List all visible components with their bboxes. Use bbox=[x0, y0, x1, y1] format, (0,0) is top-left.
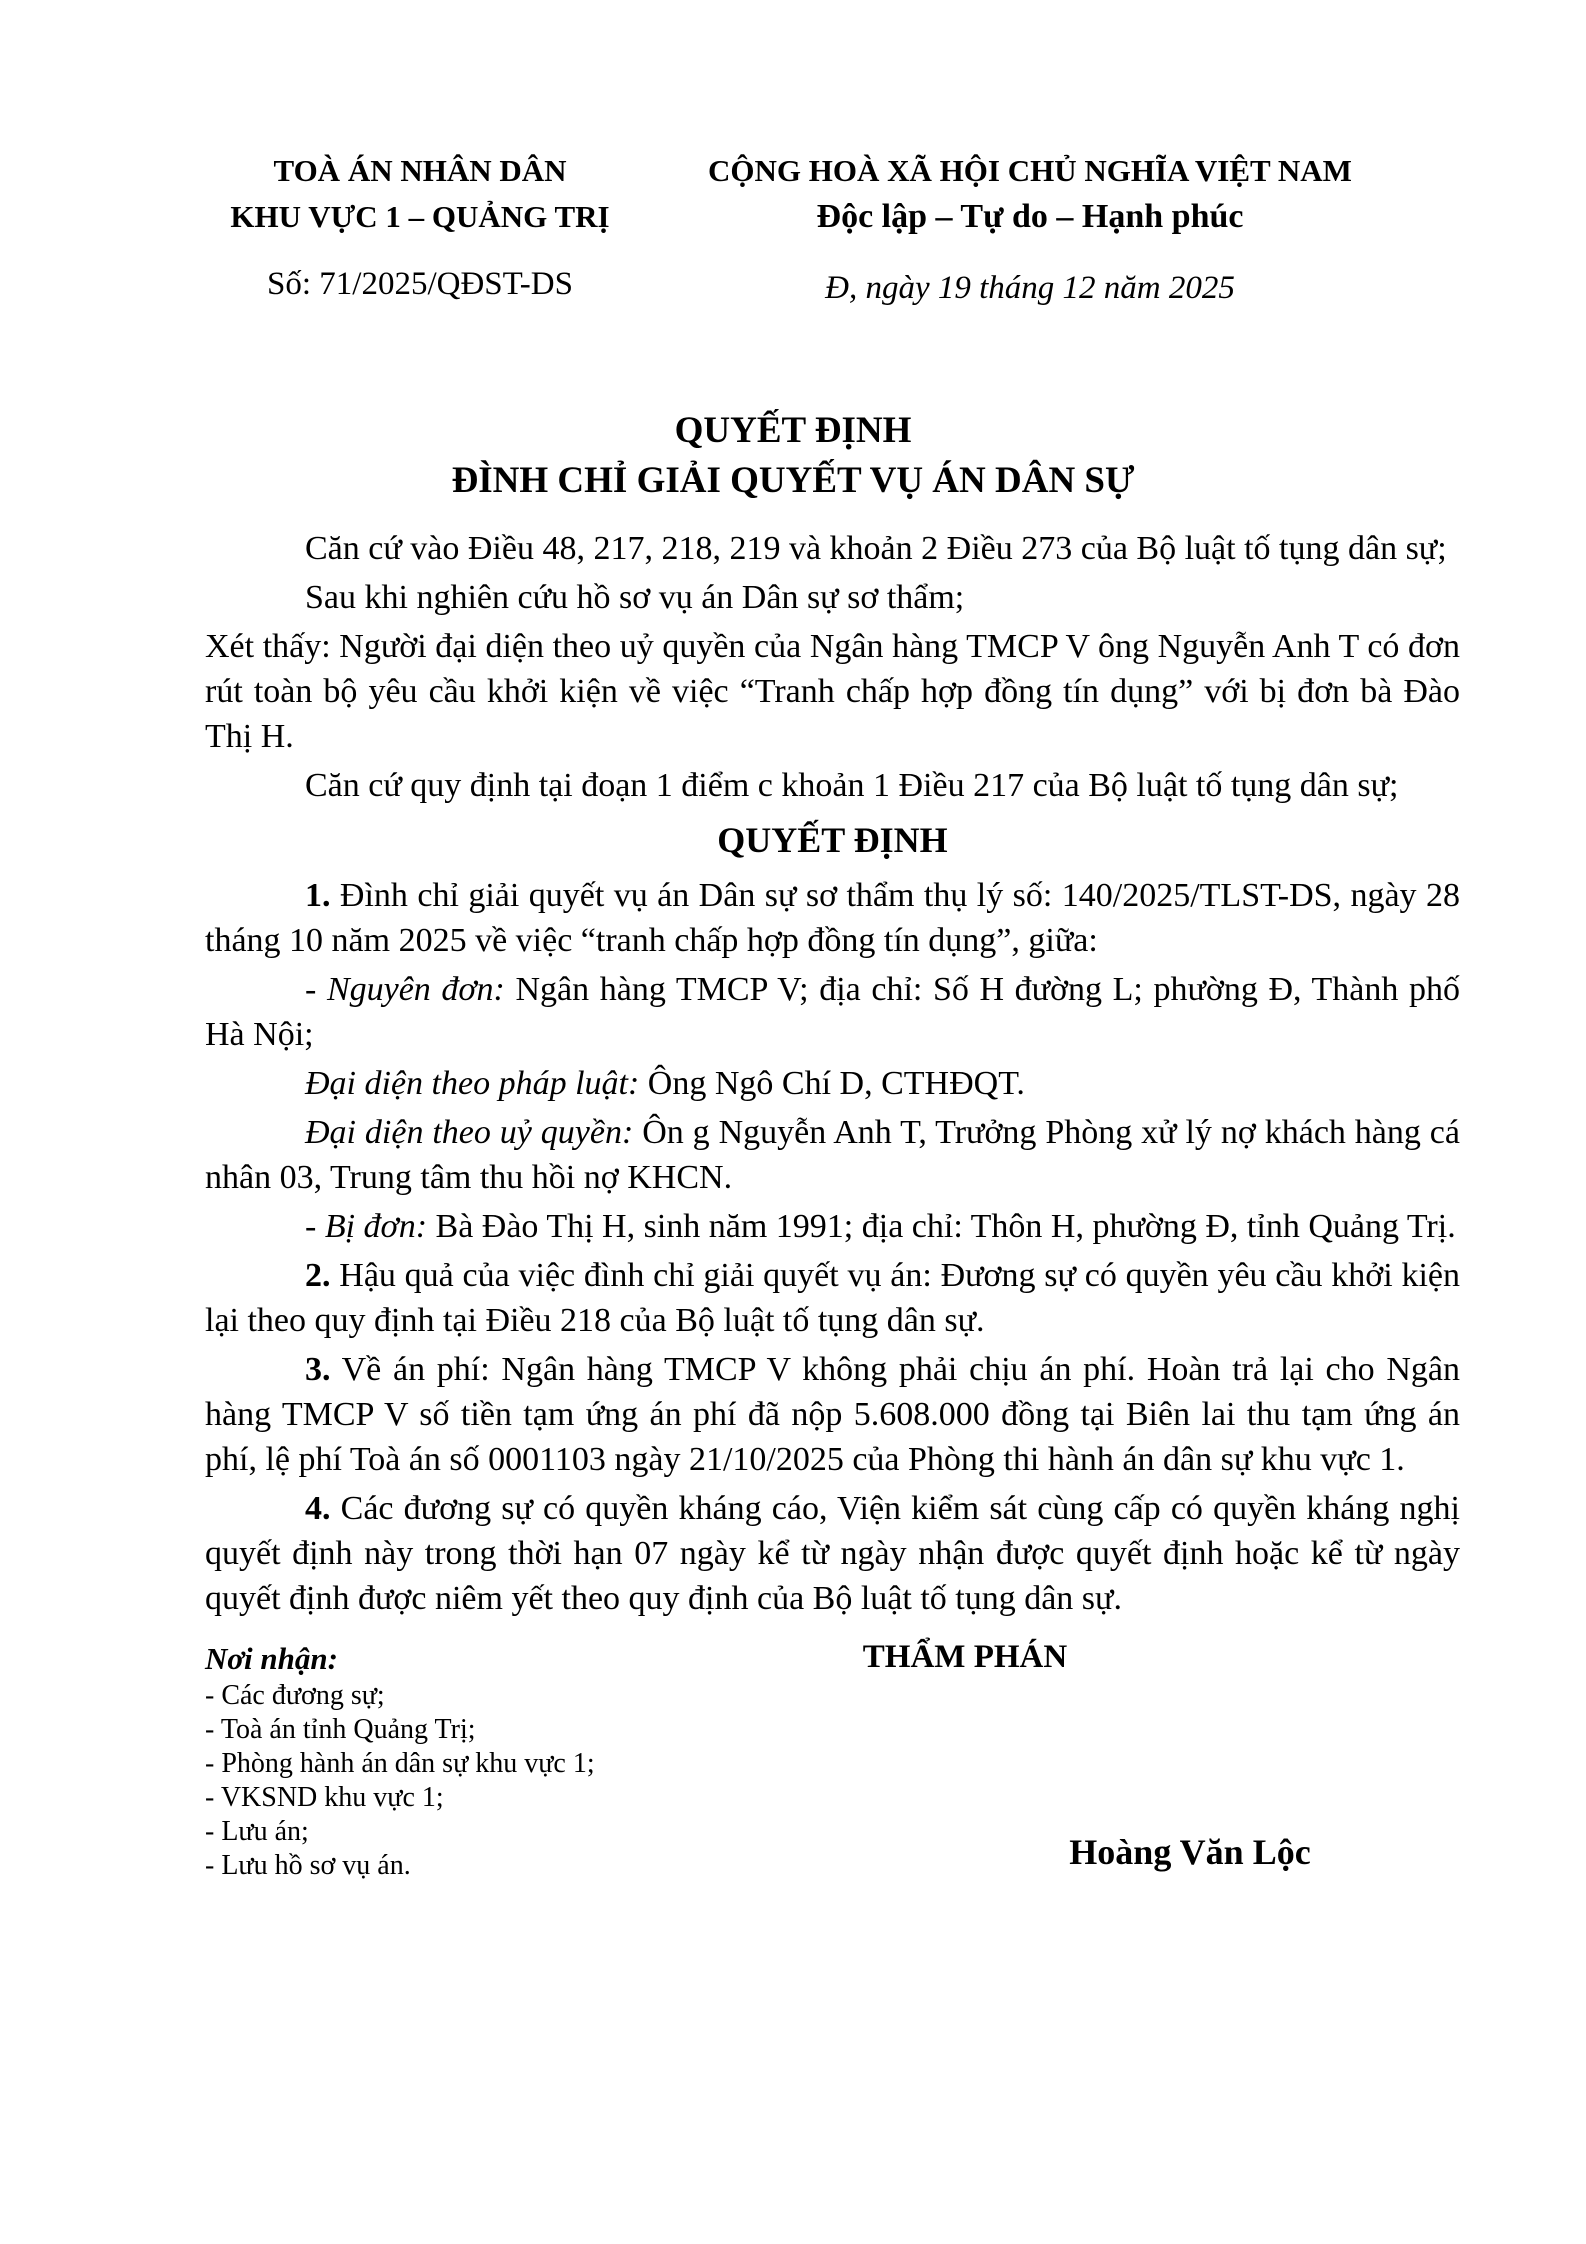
document-body bbox=[205, 526, 1460, 1621]
paragraph bbox=[205, 873, 1460, 963]
text-run: Nguyên đơn: bbox=[326, 971, 505, 1008]
text-run: Đình chỉ giải quyết vụ án Dân sự sơ thẩm thụ lý số: 140/2025/TLST-DS, ngày 28 tháng 10 năm 2025 về việc “tranh chấp hợp đồng tín dụng”, giữa: bbox=[205, 877, 1460, 959]
recipient-item: - VKSND khu vực 1; bbox=[205, 1782, 444, 1813]
paragraph bbox=[205, 624, 1460, 759]
text-run: Ông Ngô Chí D, CTHĐQT. bbox=[639, 1065, 1025, 1102]
document-title bbox=[0, 406, 1586, 506]
paragraph bbox=[205, 1253, 1460, 1343]
paragraph bbox=[205, 575, 1460, 620]
document-title-line2: ĐÌNH CHỈ GIẢI QUYẾT VỤ ÁN DÂN SỰ bbox=[451, 460, 1135, 501]
recipient-item: - Phòng hành án dân sự khu vực 1; bbox=[205, 1748, 595, 1779]
text-run: Căn cứ quy định tại đoạn 1 điểm c khoản 1 Điều 217 của Bộ luật tố tụng dân sự; bbox=[305, 767, 1399, 804]
text-run: - bbox=[305, 1208, 325, 1245]
republic-motto-line2: Độc lập – Tự do – Hạnh phúc bbox=[816, 198, 1244, 235]
republic-block bbox=[670, 148, 1390, 310]
text-run: - bbox=[305, 971, 327, 1008]
text-run: Các đương sự có quyền kháng cáo, Viện kiểm sát cùng cấp có quyền kháng nghị quyết định này trong thời hạn 07 ngày kể từ ngày nhận được quyết định hoặc kể từ ngày quyết định được niêm yết theo quy định của Bộ luật tố tụng dân sự. bbox=[205, 1490, 1460, 1617]
document-title-line1: QUYẾT ĐỊNH bbox=[674, 410, 912, 451]
paragraph bbox=[205, 763, 1460, 808]
paragraph bbox=[205, 967, 1460, 1057]
text-run: Căn cứ vào Điều 48, 217, 218, 219 và khoản 2 Điều 273 của Bộ luật tố tụng dân sự; bbox=[305, 530, 1447, 567]
text-run: Ngân hàng TMCP V; địa chỉ: Số H đường L; phường Đ, Thành phố Hà Nội; bbox=[205, 971, 1460, 1053]
court-name-line2: KHU VỰC 1 – QUẢNG TRỊ bbox=[230, 199, 610, 234]
text-run: Hậu quả của việc đình chỉ giải quyết vụ án: Đương sự có quyền yêu cầu khởi kiện lại theo quy định tại Điều 218 của Bộ luật tố tụng dân sự. bbox=[205, 1257, 1460, 1339]
text-run: Xét thấy: Người đại diện theo uỷ quyền của Ngân hàng TMCP V ông Nguyễn Anh T có đơn rút toàn bộ yêu cầu khởi kiện về việc “Tranh chấp hợp đồng tín dụng” với bị đơn bà Đào Thị H. bbox=[205, 628, 1460, 755]
document-footer bbox=[205, 1639, 1460, 2019]
paragraph bbox=[205, 1347, 1460, 1482]
judge-name: Hoàng Văn Lộc bbox=[1069, 1832, 1311, 1872]
recipient-item: - Lưu án; bbox=[205, 1816, 309, 1847]
text-run: Bà Đào Thị H, sinh năm 1991; địa chỉ: Thôn H, phường Đ, tỉnh Quảng Trị. bbox=[427, 1208, 1456, 1245]
text-run: 1. bbox=[305, 877, 331, 914]
court-name-line1: TOÀ ÁN NHÂN DÂN bbox=[273, 153, 567, 188]
text-run: Bị đơn: bbox=[324, 1208, 428, 1245]
text-run: 2. bbox=[305, 1257, 331, 1294]
court-block bbox=[160, 148, 680, 306]
recipient-item: - Lưu hồ sơ vụ án. bbox=[205, 1850, 411, 1881]
date-line: Đ, ngày 19 tháng 12 năm 2025 bbox=[825, 270, 1235, 306]
judge-title: THẨM PHÁN bbox=[862, 1639, 1068, 1675]
text-run: Sau khi nghiên cứu hồ sơ vụ án Dân sự sơ thẩm; bbox=[305, 579, 965, 616]
text-run: Đại diện theo pháp luật: bbox=[305, 1065, 640, 1102]
text-run: 3. bbox=[305, 1351, 331, 1388]
text-run: Đại diện theo uỷ quyền: bbox=[305, 1114, 634, 1151]
paragraph bbox=[205, 1486, 1460, 1621]
document-number: Số: 71/2025/QĐST-DS bbox=[267, 266, 573, 302]
document-header bbox=[0, 148, 1586, 326]
paragraph bbox=[205, 1110, 1460, 1200]
paragraph bbox=[205, 1204, 1460, 1249]
text-run: Về án phí: Ngân hàng TMCP V không phải chịu án phí. Hoàn trả lại cho Ngân hàng TMCP V số tiền tạm ứng án phí đã nộp 5.608.000 đồng tại Biên lai thu tạm ứng án phí, lệ phí Toà án số 0001103 ngày 21/10/2025 của Phòng thi hành án dân sự khu vực 1. bbox=[205, 1351, 1460, 1478]
decision-heading: QUYẾT ĐỊNH bbox=[717, 820, 948, 860]
recipients-label: Nơi nhận: bbox=[205, 1641, 338, 1676]
text-run: 4. bbox=[305, 1490, 331, 1527]
paragraph bbox=[205, 526, 1460, 571]
text-run: Ôn g Nguyễn Anh T, Trưởng Phòng xử lý nợ khách hàng cá nhân 03, Trung tâm thu hồi nợ KHCN. bbox=[205, 1114, 1460, 1196]
paragraph bbox=[205, 1061, 1460, 1106]
recipient-item: - Các đương sự; bbox=[205, 1680, 385, 1711]
recipient-item: - Toà án tỉnh Quảng Trị; bbox=[205, 1714, 476, 1745]
republic-motto-line1: CỘNG HOÀ XÃ HỘI CHỦ NGHĨA VIỆT NAM bbox=[708, 153, 1352, 188]
